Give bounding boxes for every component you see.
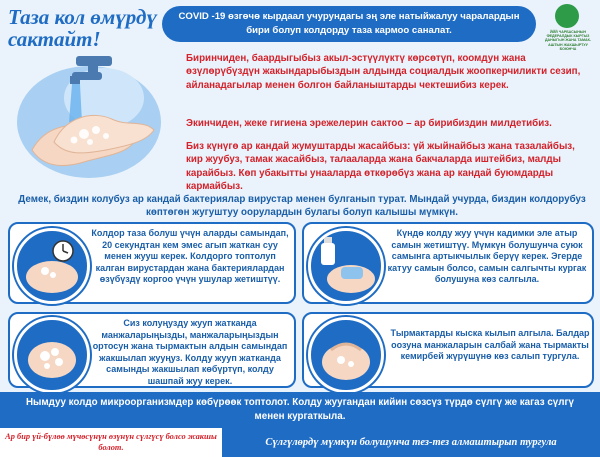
hands-timer-icon: [14, 228, 90, 304]
card-text: Сиз колуңузду жууп жатканда манжаларыңызды, манжаларыңыздын ортосун жана тырмактын алдын самындап жакшылап жууңуз. Колду жууп жатканда самынды жакшылап көбүртүп, колду шашпай жуу керек.: [92, 318, 288, 386]
card-wash-technique: [8, 312, 296, 388]
lathered-hands-icon: [14, 317, 90, 393]
towel-note-right: Сүлгүлөрдү мүмкүн болушунча тез-тез алмаштырып тургула: [222, 428, 600, 457]
card-text: Колдор таза болуш үчүн аларды самындап, 20 секундтан кем эмес агып жаткан суу менен жууш керек. Колдорго топтолуп калган вирустардан жана бактериялардан өзүбүздү коргоо үчүн ушулар жетиштүү.: [91, 228, 289, 285]
card-text: Тырмактарды кыска кылып алгыла. Балдар оозуна манжаларын салбай жана тырмакты кемирбей жүрүшүнө көз салып тургула.: [390, 328, 590, 362]
header-banner: COVID -19 өзгөчө кырдаал учурундагы эң эле натыйжалуу чаралардын бири болуп колдорду таза кармоо саналат.: [162, 6, 536, 42]
card-text: Күндө колду жуу үчүн кадимки эле атыр самын жетиштүү. Мүмкүн болушунча суюк самынга артыкчылык берүү керек. Эгерде катуу самын болсо, самын салгычты кургак болушуна көз салгыла.: [387, 228, 587, 285]
logo-emblem-icon: [555, 4, 579, 28]
bottom-advice-band: Нымдуу колдо микроорганизмдер көбүрөөк топтолот. Колду жуугандан кийин сөзсүз түрдө сүлгү же кагаз сүлгү менен кургаткыла.: [0, 392, 600, 428]
card-nail-care: [302, 312, 594, 388]
paragraph-second: Экинчиден, жеке гигиена эрежелерин сактоо – ар бирибиздин милдетибиз.: [186, 118, 552, 129]
intro-paragraph: Демек, биздин колубуз ар кандай бактериялар вирустар менен булганып турат. Мындай учурда, биздин колдорубуз көптөгөн жугуштуу оорулардын булагы болуп калышы мүмкүн.: [18, 194, 586, 219]
hand-washing-illustration: [14, 50, 164, 178]
logo-text: ЙЙЙ ЧАРБАСЫНЫН ФЕДЕРАЛДЫК КЫРГЫЗ ДАНЫГЫН ЖАНА ТАМАК-АШТЫН ЖАКШЫРТУУ БОЮНЧА: [545, 30, 591, 51]
paragraph-first: Биринчиден, баардыгыбыз акыл-эстүүлүктү көрсөтүп, коомдун жана өзүлөрүбүздүн жакындарыбыздын алдында социалдык жоопкерчиликти сезип, айланадагылар менен болгон байланыштарды чектешибиз керек.: [186, 53, 581, 91]
towel-note-left: Ар бир үй-бүлөө мүчөсүнүн өзүнүн сүлгүсү болсо жакшы болот.: [0, 428, 222, 457]
soap-dispenser-icon: [308, 228, 384, 304]
hands-nails-icon: [308, 317, 384, 393]
card-soap-choice: [302, 222, 594, 304]
organization-logo: [541, 4, 595, 56]
card-wash-duration: [8, 222, 296, 304]
slogan-title: Таза кол өмүрдү сактайт!: [8, 5, 157, 51]
paragraph-third: Биз күнүгө ар кандай жумуштарды жасайбыз: үй жыйнайбыз жана тазалайбыз, кир жуубуз, тамак жасайбыз, талааларда жана бакчаларда иштейбиз, малды карайбыз. Көп убакытты унааларда өткөрөбүз жана ар кандай буюмдарды кармайбыз.: [186, 141, 575, 193]
